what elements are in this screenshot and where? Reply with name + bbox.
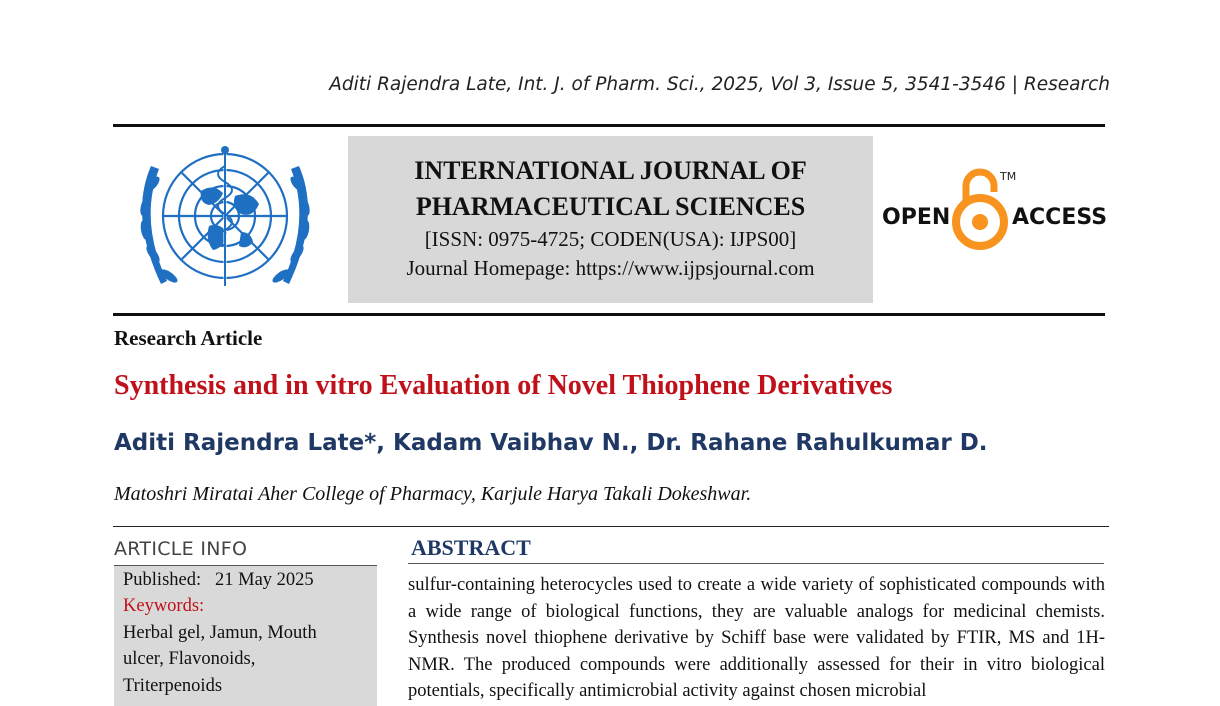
keywords-line-1: Herbal gel, Jamun, Mouth	[123, 623, 317, 643]
open-access-open-text: OPEN	[882, 205, 951, 230]
header-rule-bottom	[113, 313, 1105, 316]
article-info-heading: ARTICLE INFO	[114, 538, 248, 560]
keywords-line-2: ulcer, Flavonoids,	[123, 649, 256, 669]
journal-title-line2: PHARMACEUTICAL SCIENCES	[415, 192, 806, 221]
abstract-text: sulfur-containing heterocycles used to create a wide variety of sophisticated compounds with a wide range of biological functions, they are valuable analogs for medicinal chemists. Synthesis novel thiophene derivative by Schiff base were validated by FTIR, MS and 1H-NMR. The produced compounds were additionally assessed for their in vitro biological potentials, specifically antimicrobial activity against chosen microbial	[408, 575, 1105, 701]
journal-issn: [ISSN: 0975-4725; CODEN(USA): IJPS00]	[424, 227, 797, 251]
journal-homepage: Journal Homepage: https://www.ijpsjournal.com	[406, 256, 815, 280]
header-rule-top	[113, 124, 1105, 127]
journal-title-line1: INTERNATIONAL JOURNAL OF	[414, 156, 807, 185]
journal-masthead	[348, 136, 873, 303]
paper-title: Synthesis and in vitro Evaluation of Novel Thiophene Derivatives	[114, 370, 893, 401]
open-access-lock-icon	[956, 172, 1004, 246]
article-type: Research Article	[114, 326, 263, 350]
open-access-access-text: ACCESS	[1012, 205, 1108, 230]
un-emblem-logo	[123, 136, 327, 306]
open-access-logo	[880, 166, 1108, 256]
author-list: Aditi Rajendra Late*, Kadam Vaibhav N., Dr. Rahane Rahulkumar D.	[114, 430, 988, 456]
published-row	[123, 567, 314, 594]
journal-logo	[123, 136, 327, 306]
trademark-symbol: TM	[1000, 170, 1017, 183]
keywords-label: Keywords:	[123, 596, 205, 616]
running-header-citation: Aditi Rajendra Late, Int. J. of Pharm. Sci., 2025, Vol 3, Issue 5, 3541-3546 | Research	[329, 74, 1110, 95]
abstract-rule	[408, 563, 1104, 564]
abstract-heading: ABSTRACT	[411, 535, 531, 560]
published-date: 21 May 2025	[215, 570, 314, 590]
keywords-line-3: Triterpenoids	[123, 676, 223, 696]
author-affiliation: Matoshri Miratai Aher College of Pharmacy, Karjule Harya Takali Dokeshwar.	[114, 483, 752, 505]
meta-divider	[113, 526, 1109, 527]
published-label: Published:	[123, 570, 202, 590]
article-info-panel	[114, 566, 377, 706]
